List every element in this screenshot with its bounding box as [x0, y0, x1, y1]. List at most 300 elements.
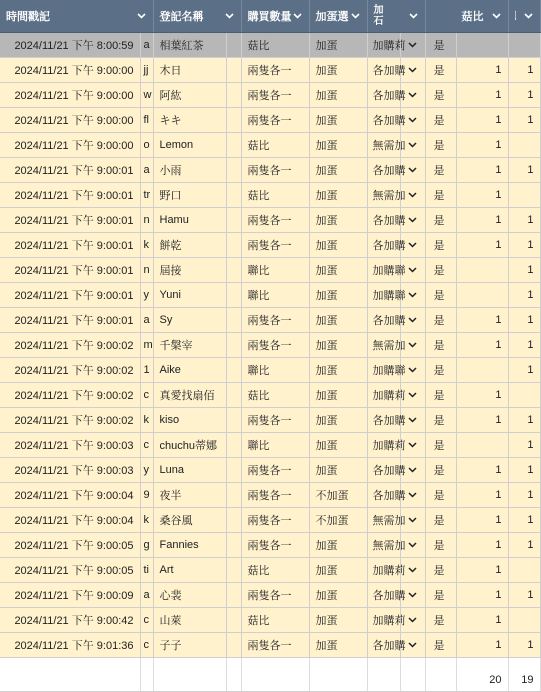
egg-cell[interactable]: 不加蛋: [309, 508, 367, 533]
egg-cell[interactable]: 加蛋: [309, 133, 367, 158]
egg-tart-count-cell[interactable]: 1: [456, 633, 508, 658]
table-cell[interactable]: [367, 658, 400, 692]
truncated-cell[interactable]: y: [140, 458, 153, 483]
combo-count-cell[interactable]: 1: [508, 108, 540, 133]
combo-count-cell[interactable]: 1: [508, 158, 540, 183]
truncated-cell[interactable]: k: [140, 508, 153, 533]
egg-cell[interactable]: 加蛋: [309, 208, 367, 233]
egg-tart-count-cell[interactable]: 1: [456, 608, 508, 633]
truncated-cell[interactable]: tr: [140, 183, 153, 208]
table-row[interactable]: [0, 208, 540, 233]
quantity-cell[interactable]: 兩隻各一: [241, 158, 309, 183]
egg-cell[interactable]: 加蛋: [309, 283, 367, 308]
egg-tart-count-cell[interactable]: [456, 258, 508, 283]
egg-cell[interactable]: 加蛋: [309, 583, 367, 608]
total-egg-tart[interactable]: 20: [456, 658, 508, 692]
egg-tart-count-cell[interactable]: 1: [456, 208, 508, 233]
table-row[interactable]: [0, 33, 540, 58]
table-cell[interactable]: [226, 108, 241, 133]
table-cell[interactable]: [153, 658, 226, 692]
timestamp-cell[interactable]: 2024/11/21 下午 9:00:01: [0, 308, 140, 333]
table-row[interactable]: [0, 108, 540, 133]
yes-cell[interactable]: 是: [425, 483, 456, 508]
egg-tart-count-cell[interactable]: 1: [456, 558, 508, 583]
table-row[interactable]: [0, 308, 540, 333]
timestamp-cell[interactable]: 2024/11/21 下午 9:00:02: [0, 408, 140, 433]
name-cell[interactable]: 木日: [153, 58, 226, 83]
egg-tart-count-cell[interactable]: 1: [456, 233, 508, 258]
combo-count-cell[interactable]: 1: [508, 533, 540, 558]
addon-cell[interactable]: 無需加: [367, 183, 400, 208]
quantity-cell[interactable]: 菇比: [241, 33, 309, 58]
quantity-cell[interactable]: 聯比: [241, 258, 309, 283]
column-header-quantity[interactable]: [241, 0, 309, 33]
addon-cell[interactable]: 各加購: [367, 83, 400, 108]
table-row[interactable]: [0, 333, 540, 358]
timestamp-cell[interactable]: 2024/11/21 下午 9:00:00: [0, 108, 140, 133]
combo-count-cell[interactable]: 1: [508, 258, 540, 283]
table-cell[interactable]: [226, 158, 241, 183]
combo-count-cell[interactable]: 1: [508, 83, 540, 108]
combo-count-cell[interactable]: [508, 183, 540, 208]
addon-cell[interactable]: 各加購: [367, 633, 400, 658]
yes-cell[interactable]: 是: [425, 133, 456, 158]
table-cell[interactable]: [226, 233, 241, 258]
egg-tart-count-cell[interactable]: [456, 283, 508, 308]
table-cell[interactable]: [226, 333, 241, 358]
table-cell[interactable]: [226, 408, 241, 433]
timestamp-cell[interactable]: 2024/11/21 下午 9:00:01: [0, 208, 140, 233]
name-cell[interactable]: Fannies: [153, 533, 226, 558]
quantity-cell[interactable]: 兩隻各一: [241, 508, 309, 533]
combo-count-cell[interactable]: 1: [508, 433, 540, 458]
table-cell[interactable]: [226, 308, 241, 333]
egg-tart-count-cell[interactable]: 1: [456, 158, 508, 183]
yes-cell[interactable]: 是: [425, 633, 456, 658]
yes-cell[interactable]: 是: [425, 283, 456, 308]
timestamp-cell[interactable]: 2024/11/21 下午 9:01:36: [0, 633, 140, 658]
table-cell[interactable]: [226, 558, 241, 583]
table-cell[interactable]: [226, 358, 241, 383]
truncated-cell[interactable]: n: [140, 258, 153, 283]
combo-count-cell[interactable]: 1: [508, 633, 540, 658]
column-header-timestamp[interactable]: [0, 0, 153, 33]
table-cell[interactable]: [226, 83, 241, 108]
addon-cell[interactable]: 各加購: [367, 583, 400, 608]
yes-cell[interactable]: 是: [425, 583, 456, 608]
egg-tart-count-cell[interactable]: 1: [456, 108, 508, 133]
egg-cell[interactable]: 加蛋: [309, 158, 367, 183]
truncated-cell[interactable]: a: [140, 158, 153, 183]
egg-tart-count-cell[interactable]: 1: [456, 583, 508, 608]
egg-cell[interactable]: 加蛋: [309, 183, 367, 208]
combo-count-cell[interactable]: 1: [508, 408, 540, 433]
combo-count-cell[interactable]: [508, 558, 540, 583]
truncated-cell[interactable]: c: [140, 633, 153, 658]
table-cell[interactable]: [425, 658, 456, 692]
timestamp-cell[interactable]: 2024/11/21 下午 9:00:02: [0, 358, 140, 383]
egg-tart-count-cell[interactable]: 1: [456, 483, 508, 508]
truncated-cell[interactable]: a: [140, 33, 153, 58]
table-row[interactable]: [0, 133, 540, 158]
total-combo[interactable]: 19: [508, 658, 540, 692]
combo-count-cell[interactable]: [508, 33, 540, 58]
name-cell[interactable]: Luna: [153, 458, 226, 483]
table-row[interactable]: [0, 158, 540, 183]
timestamp-cell[interactable]: 2024/11/21 下午 9:00:42: [0, 608, 140, 633]
quantity-cell[interactable]: 兩隻各一: [241, 458, 309, 483]
truncated-cell[interactable]: fl: [140, 108, 153, 133]
name-cell[interactable]: chuchu蒂娜: [153, 433, 226, 458]
table-cell[interactable]: [226, 33, 241, 58]
column-header-egg[interactable]: [309, 0, 367, 33]
egg-tart-count-cell[interactable]: [456, 33, 508, 58]
table-cell[interactable]: [226, 508, 241, 533]
chevron-down-icon[interactable]: [351, 11, 361, 21]
name-cell[interactable]: 子子: [153, 633, 226, 658]
timestamp-cell[interactable]: 2024/11/21 下午 9:00:02: [0, 383, 140, 408]
addon-cell[interactable]: 無需加: [367, 133, 400, 158]
column-header-combo[interactable]: [508, 0, 540, 33]
table-row[interactable]: [0, 358, 540, 383]
quantity-cell[interactable]: 聯比: [241, 358, 309, 383]
truncated-cell[interactable]: w: [140, 83, 153, 108]
truncated-cell[interactable]: a: [140, 583, 153, 608]
yes-cell[interactable]: 是: [425, 433, 456, 458]
table-row[interactable]: [0, 408, 540, 433]
name-cell[interactable]: 夜半: [153, 483, 226, 508]
name-cell[interactable]: キキ: [153, 108, 226, 133]
quantity-cell[interactable]: 兩隻各一: [241, 408, 309, 433]
egg-cell[interactable]: 加蛋: [309, 58, 367, 83]
yes-cell[interactable]: 是: [425, 308, 456, 333]
table-row[interactable]: [0, 583, 540, 608]
quantity-cell[interactable]: 兩隻各一: [241, 533, 309, 558]
yes-cell[interactable]: 是: [425, 508, 456, 533]
table-cell[interactable]: [226, 658, 241, 692]
addon-cell[interactable]: 加購聯: [367, 358, 400, 383]
egg-cell[interactable]: 加蛋: [309, 308, 367, 333]
egg-cell[interactable]: 加蛋: [309, 333, 367, 358]
addon-cell[interactable]: 無需加: [367, 333, 400, 358]
combo-count-cell[interactable]: [508, 133, 540, 158]
name-cell[interactable]: 真愛找扇佰: [153, 383, 226, 408]
egg-cell[interactable]: 加蛋: [309, 533, 367, 558]
yes-cell[interactable]: 是: [425, 258, 456, 283]
egg-tart-count-cell[interactable]: 1: [456, 308, 508, 333]
column-header-addon[interactable]: [367, 0, 425, 33]
addon-cell[interactable]: 各加購: [367, 233, 400, 258]
table-row[interactable]: [0, 83, 540, 108]
timestamp-cell[interactable]: 2024/11/21 下午 9:00:01: [0, 233, 140, 258]
egg-cell[interactable]: 加蛋: [309, 433, 367, 458]
name-cell[interactable]: 餅乾: [153, 233, 226, 258]
egg-cell[interactable]: 加蛋: [309, 108, 367, 133]
timestamp-cell[interactable]: 2024/11/21 下午 9:00:02: [0, 333, 140, 358]
quantity-cell[interactable]: 聯比: [241, 433, 309, 458]
egg-tart-count-cell[interactable]: 1: [456, 333, 508, 358]
truncated-cell[interactable]: c: [140, 383, 153, 408]
table-cell[interactable]: [226, 283, 241, 308]
timestamp-cell[interactable]: 2024/11/21 下午 8:00:59: [0, 33, 140, 58]
table-row[interactable]: [0, 458, 540, 483]
quantity-cell[interactable]: 兩隻各一: [241, 108, 309, 133]
table-cell[interactable]: [226, 483, 241, 508]
name-cell[interactable]: 桑谷風: [153, 508, 226, 533]
table-cell[interactable]: [241, 658, 309, 692]
timestamp-cell[interactable]: 2024/11/21 下午 9:00:00: [0, 58, 140, 83]
addon-cell[interactable]: 各加購: [367, 483, 400, 508]
addon-cell[interactable]: 加購莉: [367, 558, 400, 583]
egg-cell[interactable]: 不加蛋: [309, 483, 367, 508]
chevron-down-icon[interactable]: [137, 11, 147, 21]
table-cell[interactable]: [226, 608, 241, 633]
truncated-cell[interactable]: ti: [140, 558, 153, 583]
name-cell[interactable]: 千槃宰: [153, 333, 226, 358]
combo-count-cell[interactable]: [508, 608, 540, 633]
quantity-cell[interactable]: 菇比: [241, 133, 309, 158]
timestamp-cell[interactable]: 2024/11/21 下午 9:00:09: [0, 583, 140, 608]
egg-tart-count-cell[interactable]: 1: [456, 383, 508, 408]
yes-cell[interactable]: 是: [425, 83, 456, 108]
combo-count-cell[interactable]: 1: [508, 483, 540, 508]
table-row[interactable]: [0, 233, 540, 258]
name-cell[interactable]: Sy: [153, 308, 226, 333]
table-cell[interactable]: [226, 258, 241, 283]
yes-cell[interactable]: 是: [425, 558, 456, 583]
egg-cell[interactable]: 加蛋: [309, 458, 367, 483]
table-row[interactable]: [0, 608, 540, 633]
truncated-cell[interactable]: m: [140, 333, 153, 358]
table-cell[interactable]: [140, 658, 153, 692]
quantity-cell[interactable]: 兩隻各一: [241, 308, 309, 333]
combo-count-cell[interactable]: 1: [508, 308, 540, 333]
addon-cell[interactable]: 加購莉: [367, 383, 400, 408]
quantity-cell[interactable]: 兩隻各一: [241, 483, 309, 508]
addon-cell[interactable]: 無需加: [367, 508, 400, 533]
addon-cell[interactable]: 各加購: [367, 308, 400, 333]
timestamp-cell[interactable]: 2024/11/21 下午 9:00:04: [0, 483, 140, 508]
timestamp-cell[interactable]: 2024/11/21 下午 9:00:05: [0, 533, 140, 558]
column-header-egg-tart[interactable]: [425, 0, 508, 33]
truncated-cell[interactable]: c: [140, 433, 153, 458]
combo-count-cell[interactable]: [508, 383, 540, 408]
egg-cell[interactable]: 加蛋: [309, 83, 367, 108]
truncated-cell[interactable]: k: [140, 408, 153, 433]
table-cell[interactable]: [226, 633, 241, 658]
truncated-cell[interactable]: g: [140, 533, 153, 558]
chevron-down-icon[interactable]: [524, 11, 534, 21]
egg-tart-count-cell[interactable]: 1: [456, 183, 508, 208]
combo-count-cell[interactable]: 1: [508, 283, 540, 308]
name-cell[interactable]: 心裴: [153, 583, 226, 608]
addon-cell[interactable]: 加購莉: [367, 433, 400, 458]
egg-cell[interactable]: 加蛋: [309, 358, 367, 383]
addon-cell[interactable]: 加購莉: [367, 608, 400, 633]
table-cell[interactable]: [309, 658, 367, 692]
truncated-cell[interactable]: a: [140, 308, 153, 333]
quantity-cell[interactable]: 菇比: [241, 383, 309, 408]
truncated-cell[interactable]: y: [140, 283, 153, 308]
name-cell[interactable]: Yuni: [153, 283, 226, 308]
table-row[interactable]: [0, 183, 540, 208]
yes-cell[interactable]: 是: [425, 33, 456, 58]
yes-cell[interactable]: 是: [425, 108, 456, 133]
yes-cell[interactable]: 是: [425, 333, 456, 358]
chevron-down-icon[interactable]: [409, 11, 419, 21]
yes-cell[interactable]: 是: [425, 408, 456, 433]
truncated-cell[interactable]: jj: [140, 58, 153, 83]
truncated-cell[interactable]: 9: [140, 483, 153, 508]
addon-cell[interactable]: 各加購: [367, 108, 400, 133]
egg-cell[interactable]: 加蛋: [309, 408, 367, 433]
chevron-down-icon[interactable]: [293, 11, 303, 21]
table-cell[interactable]: [226, 433, 241, 458]
name-cell[interactable]: 小雨: [153, 158, 226, 183]
timestamp-cell[interactable]: 2024/11/21 下午 9:00:01: [0, 258, 140, 283]
timestamp-cell[interactable]: 2024/11/21 下午 9:00:01: [0, 158, 140, 183]
timestamp-cell[interactable]: 2024/11/21 下午 9:00:01: [0, 183, 140, 208]
table-row[interactable]: [0, 558, 540, 583]
table-row[interactable]: [0, 508, 540, 533]
name-cell[interactable]: 野口: [153, 183, 226, 208]
combo-count-cell[interactable]: 1: [508, 233, 540, 258]
egg-cell[interactable]: 加蛋: [309, 608, 367, 633]
table-cell[interactable]: [226, 208, 241, 233]
table-row[interactable]: [0, 633, 540, 658]
timestamp-cell[interactable]: 2024/11/21 下午 9:00:00: [0, 83, 140, 108]
name-cell[interactable]: 阿紘: [153, 83, 226, 108]
name-cell[interactable]: Aike: [153, 358, 226, 383]
combo-count-cell[interactable]: 1: [508, 358, 540, 383]
yes-cell[interactable]: 是: [425, 233, 456, 258]
combo-count-cell[interactable]: 1: [508, 333, 540, 358]
quantity-cell[interactable]: 菇比: [241, 608, 309, 633]
timestamp-cell[interactable]: 2024/11/21 下午 9:00:03: [0, 458, 140, 483]
table-cell[interactable]: [226, 533, 241, 558]
egg-cell[interactable]: 加蛋: [309, 33, 367, 58]
chevron-down-icon[interactable]: [225, 11, 235, 21]
egg-cell[interactable]: 加蛋: [309, 633, 367, 658]
quantity-cell[interactable]: 兩隻各一: [241, 333, 309, 358]
name-cell[interactable]: kiso: [153, 408, 226, 433]
name-cell[interactable]: Art: [153, 558, 226, 583]
name-cell[interactable]: 山萊: [153, 608, 226, 633]
yes-cell[interactable]: 是: [425, 608, 456, 633]
quantity-cell[interactable]: 兩隻各一: [241, 633, 309, 658]
table-row[interactable]: [0, 433, 540, 458]
addon-cell[interactable]: 無需加: [367, 533, 400, 558]
combo-count-cell[interactable]: 1: [508, 508, 540, 533]
column-header-name[interactable]: [153, 0, 241, 33]
combo-count-cell[interactable]: 1: [508, 58, 540, 83]
name-cell[interactable]: 相葉紅茶: [153, 33, 226, 58]
egg-tart-count-cell[interactable]: 1: [456, 58, 508, 83]
table-row[interactable]: [0, 58, 540, 83]
egg-tart-count-cell[interactable]: [456, 358, 508, 383]
egg-cell[interactable]: 加蛋: [309, 233, 367, 258]
combo-count-cell[interactable]: 1: [508, 583, 540, 608]
yes-cell[interactable]: 是: [425, 58, 456, 83]
quantity-cell[interactable]: 兩隻各一: [241, 83, 309, 108]
combo-count-cell[interactable]: 1: [508, 458, 540, 483]
egg-cell[interactable]: 加蛋: [309, 558, 367, 583]
truncated-cell[interactable]: n: [140, 208, 153, 233]
timestamp-cell[interactable]: 2024/11/21 下午 9:00:03: [0, 433, 140, 458]
name-cell[interactable]: Lemon: [153, 133, 226, 158]
table-row[interactable]: [0, 283, 540, 308]
table-row[interactable]: [0, 383, 540, 408]
egg-tart-count-cell[interactable]: [456, 433, 508, 458]
yes-cell[interactable]: 是: [425, 358, 456, 383]
yes-cell[interactable]: 是: [425, 383, 456, 408]
table-row[interactable]: [0, 533, 540, 558]
combo-count-cell[interactable]: 1: [508, 208, 540, 233]
addon-cell[interactable]: 加購聯: [367, 283, 400, 308]
addon-cell[interactable]: 各加購: [367, 208, 400, 233]
quantity-cell[interactable]: 菇比: [241, 558, 309, 583]
table-cell[interactable]: [226, 458, 241, 483]
table-cell[interactable]: [0, 658, 140, 692]
timestamp-cell[interactable]: 2024/11/21 下午 9:00:05: [0, 558, 140, 583]
truncated-cell[interactable]: k: [140, 233, 153, 258]
table-cell[interactable]: [226, 133, 241, 158]
quantity-cell[interactable]: 兩隻各一: [241, 208, 309, 233]
addon-cell[interactable]: 各加購: [367, 58, 400, 83]
addon-cell[interactable]: 各加購: [367, 458, 400, 483]
egg-cell[interactable]: 加蛋: [309, 383, 367, 408]
quantity-cell[interactable]: 兩隻各一: [241, 583, 309, 608]
name-cell[interactable]: 屆接: [153, 258, 226, 283]
addon-cell[interactable]: 加購莉: [367, 33, 400, 58]
quantity-cell[interactable]: 兩隻各一: [241, 58, 309, 83]
truncated-cell[interactable]: 1: [140, 358, 153, 383]
egg-tart-count-cell[interactable]: 1: [456, 508, 508, 533]
egg-tart-count-cell[interactable]: 1: [456, 83, 508, 108]
timestamp-cell[interactable]: 2024/11/21 下午 9:00:04: [0, 508, 140, 533]
truncated-cell[interactable]: c: [140, 608, 153, 633]
egg-tart-count-cell[interactable]: 1: [456, 408, 508, 433]
quantity-cell[interactable]: 菇比: [241, 183, 309, 208]
yes-cell[interactable]: 是: [425, 158, 456, 183]
table-cell[interactable]: [226, 58, 241, 83]
quantity-cell[interactable]: 兩隻各一: [241, 233, 309, 258]
table-cell[interactable]: [226, 383, 241, 408]
name-cell[interactable]: Hamu: [153, 208, 226, 233]
yes-cell[interactable]: 是: [425, 183, 456, 208]
yes-cell[interactable]: 是: [425, 208, 456, 233]
addon-cell[interactable]: 各加購: [367, 408, 400, 433]
quantity-cell[interactable]: 聯比: [241, 283, 309, 308]
table-row[interactable]: [0, 258, 540, 283]
yes-cell[interactable]: 是: [425, 458, 456, 483]
table-row[interactable]: [0, 483, 540, 508]
table-cell[interactable]: [400, 658, 425, 692]
timestamp-cell[interactable]: 2024/11/21 下午 9:00:01: [0, 283, 140, 308]
truncated-cell[interactable]: o: [140, 133, 153, 158]
egg-tart-count-cell[interactable]: 1: [456, 458, 508, 483]
chevron-down-icon[interactable]: [492, 11, 502, 21]
egg-cell[interactable]: 加蛋: [309, 258, 367, 283]
table-cell[interactable]: [226, 583, 241, 608]
egg-tart-count-cell[interactable]: 1: [456, 133, 508, 158]
addon-cell[interactable]: 加購聯: [367, 258, 400, 283]
timestamp-cell[interactable]: 2024/11/21 下午 9:00:00: [0, 133, 140, 158]
addon-cell[interactable]: 各加購: [367, 158, 400, 183]
table-cell[interactable]: [226, 183, 241, 208]
egg-tart-count-cell[interactable]: 1: [456, 533, 508, 558]
yes-cell[interactable]: 是: [425, 533, 456, 558]
